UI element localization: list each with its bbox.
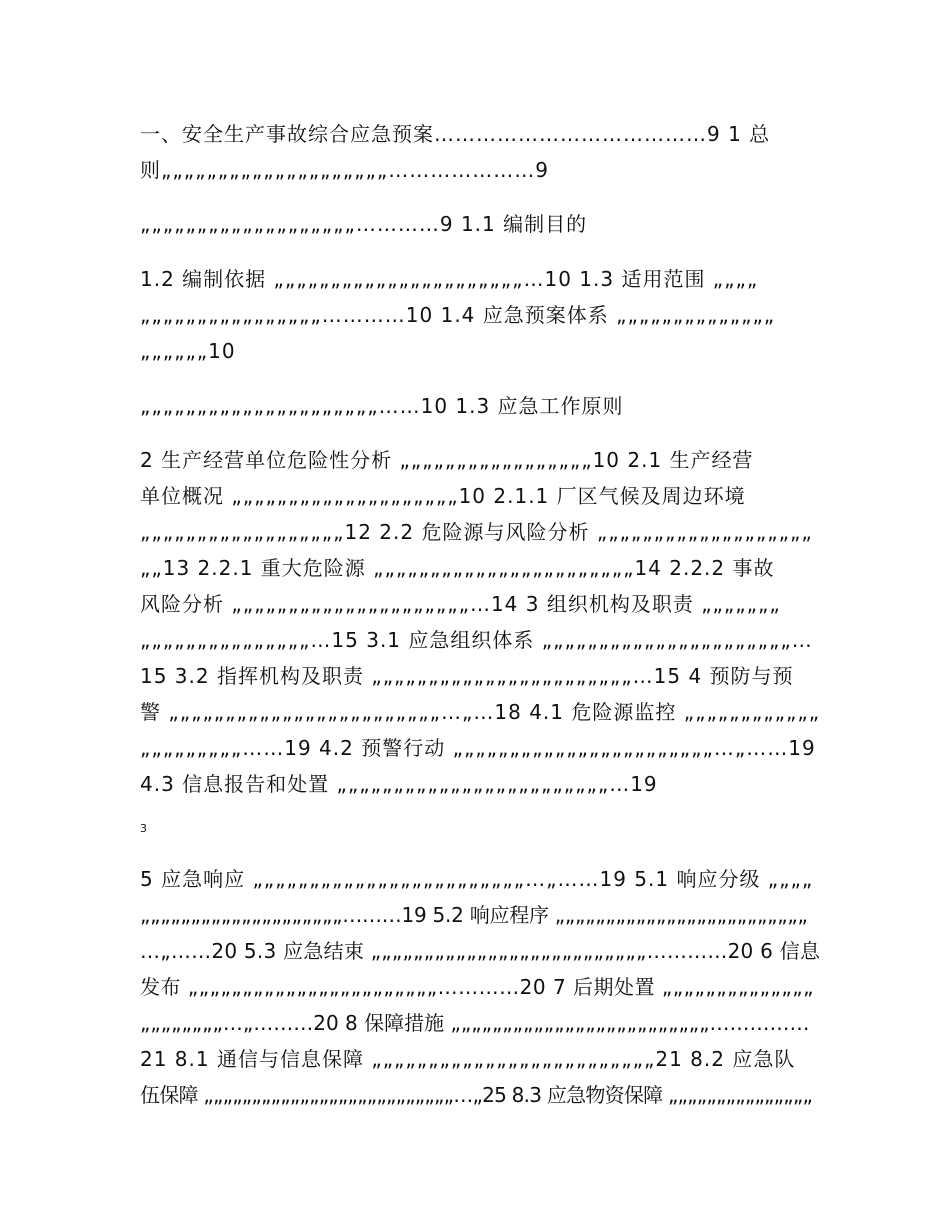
toc-line: „„„„„„„„„„„„„„„„„„12 2.2 危险源与风险分析 „„„„„„„„„„„„„„„„„„„: [140, 520, 813, 544]
toc-line: 则„„„„„„„„„„„„„„„„„„„„…………………9: [140, 158, 549, 182]
toc-line: „„„„„„„„„……19 4.2 预警行动 „„„„„„„„„„„„„„„„„„„„„„„…„……19: [140, 736, 816, 760]
page-number: 3: [140, 822, 147, 835]
toc-line: 1.2 编制依据 „„„„„„„„„„„„„„„„„„„„„„…10 1.3 适用范围 „„„„: [140, 267, 759, 291]
toc-line: …„……20 5.3 应急结束 „„„„„„„„„„„„„„„„„„„„„„„„„„…………20 6 信息: [140, 939, 821, 963]
toc-line: „„„„„„10: [140, 339, 236, 363]
toc-line: „„„„„„„„„„„„„„„„„„„„„……10 1.3 应急工作原则: [140, 394, 624, 418]
toc-line: 单位概况 „„„„„„„„„„„„„„„„„„„„10 2.1.1 厂区气候及周边环境: [140, 484, 746, 508]
toc-line: 4.3 信息报告和处置 „„„„„„„„„„„„„„„„„„„„„„„„…19: [140, 772, 658, 796]
toc-line: „„13 2.2.1 重大危险源 „„„„„„„„„„„„„„„„„„„„„„„14 2.2.2 事故: [140, 556, 775, 580]
toc-line: „„„„„„„„„„„„„„„„„„„„………19 5.2 响应程序 „„„„„„„„„„„„„„„„„„„„„„„„„: [140, 903, 808, 927]
toc-line: 一、安全生产事故综合应急预案…………………………………9 1 总: [140, 122, 771, 146]
toc-line: 警 „„„„„„„„„„„„„„„„„„„„„„„„…„…18 4.1 危险源监控 „„„„„„„„„„„„: [140, 700, 821, 724]
toc-line: „„„„„„„„„„„„„„„…15 3.1 应急组织体系 „„„„„„„„„„„„„„„„„„„„„„…: [140, 628, 813, 652]
toc-line: 2 生产经营单位危险性分析 „„„„„„„„„„„„„„„„„10 2.1 生产经营: [140, 448, 754, 472]
toc-line: „„„„„„„„…„………20 8 保障措施 „„„„„„„„„„„„„„„„„„„„„„„„„……………: [140, 1011, 810, 1035]
toc-line: 5 应急响应 „„„„„„„„„„„„„„„„„„„„„„„„…„……19 5.1 响应分级 „„„„: [140, 867, 814, 891]
toc-line: 发布 „„„„„„„„„„„„„„„„„„„„„„„…………20 7 后期处置 „„„„„„„„„„„„„„: [140, 975, 814, 999]
toc-line: 15 3.2 指挥机构及职责 „„„„„„„„„„„„„„„„„„„„„„„…15 4 预防与预: [140, 664, 794, 688]
toc-line: 21 8.1 通信与信息保障 „„„„„„„„„„„„„„„„„„„„„„„„„21 8.2 应急队: [140, 1047, 796, 1071]
toc-line: 风险分析 „„„„„„„„„„„„„„„„„„„„„…14 3 组织机构及职责 „„„„„„„: [140, 592, 781, 616]
toc-line: 伍保障 „„„„„„„„„„„„„„„„„„„„„„„„„„…„25 8.3 应急物资保障 „„„„„„„„„„„„„„„: [140, 1083, 813, 1107]
toc-line: „„„„„„„„„„„„„„„„…………10 1.4 应急预案体系 „„„„„„„„„„„„„„: [140, 303, 776, 327]
toc-line: „„„„„„„„„„„„„„„„„„„…………9 1.1 编制目的: [140, 212, 588, 236]
